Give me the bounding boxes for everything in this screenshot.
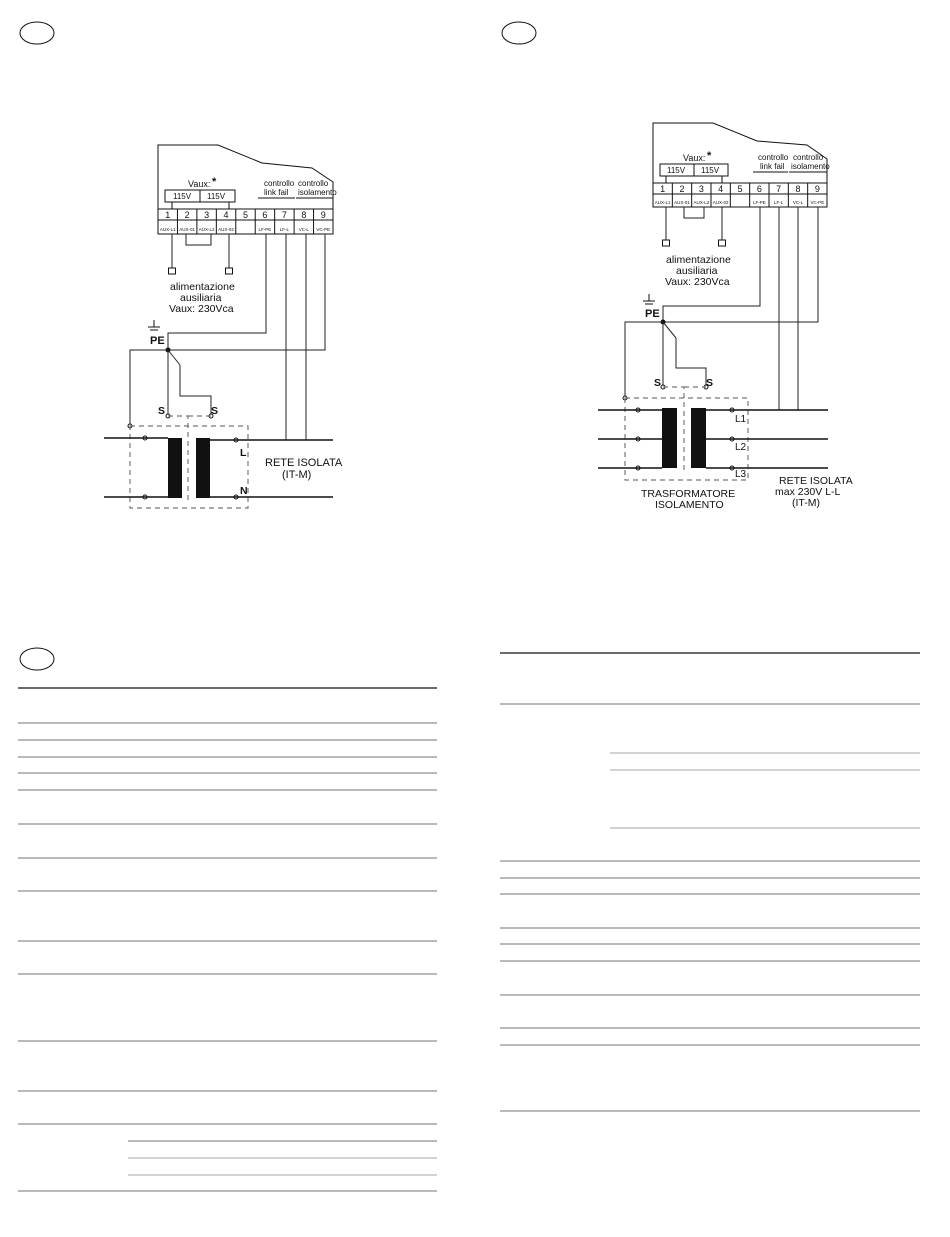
right-ground-icon [643, 294, 655, 304]
left-terminal-code-3: AUX-L2 [198, 227, 215, 232]
left-ctrl-iso-1: controllo [298, 179, 329, 188]
left-terminal-number-6: 6 [262, 210, 268, 220]
right-terminal-number-4: 4 [718, 184, 724, 194]
right-vaux-label: Vaux: [683, 153, 706, 163]
left-vaux-star: * [212, 176, 217, 188]
left-terminal-code-6: LF-PE [258, 227, 272, 232]
right-aux-text-2: ausiliaria [676, 265, 718, 277]
right-ctrl-iso-1: controllo [793, 153, 824, 162]
language-oval-top-right [502, 22, 536, 44]
right-terminal-code-1: AUX-L1 [654, 200, 671, 205]
left-s-label-2: S [211, 405, 219, 417]
right-terminal-number-5: 5 [737, 184, 743, 194]
left-terminal-number-3: 3 [204, 210, 210, 220]
right-trafo-text-2: ISOLAMENTO [655, 499, 724, 511]
right-terminal-code-4: AUX-02 [712, 200, 729, 205]
right-ctrl-link-2: link fail [760, 162, 785, 171]
left-terminal-number-8: 8 [301, 210, 307, 220]
left-aux-plug-2 [226, 268, 233, 274]
left-ground-icon [148, 320, 160, 330]
left-terminal-number-1: 1 [165, 210, 171, 220]
language-oval-bottom-left [20, 648, 54, 670]
left-terminal-code-8: VC-L [298, 227, 309, 232]
right-aux-text-1: alimentazione [666, 254, 731, 266]
left-aux-text-1: alimentazione [170, 281, 235, 293]
right-terminal-code-3: AUX-L2 [693, 200, 710, 205]
right-ctrl-link-1: controllo [758, 153, 789, 162]
left-ctrl-link-1: controllo [264, 179, 295, 188]
left-wiring-diagram [104, 145, 343, 508]
right-rete-text-1: RETE ISOLATA [779, 475, 853, 487]
right-pe-label: PE [645, 308, 660, 320]
left-terminal-code-2: AUX-01 [179, 227, 196, 232]
left-aux-text-2: ausiliaria [180, 292, 222, 304]
right-spec-table [500, 653, 920, 1111]
left-terminal-number-9: 9 [320, 210, 326, 220]
language-oval-top-left [20, 22, 54, 44]
left-terminal-code-1: AUX-L1 [159, 227, 176, 232]
right-vaux-115v-a: 115V [667, 166, 686, 175]
left-terminal-code-4: AUX-02 [218, 227, 234, 232]
left-l-label: L [240, 447, 247, 459]
left-transformer-core-2 [196, 438, 210, 498]
left-spec-table [18, 688, 437, 1191]
right-vaux-115v-b: 115V [701, 166, 720, 175]
left-ctrl-link-2: link fail [264, 188, 289, 197]
left-terminal-number-2: 2 [184, 210, 190, 220]
right-rete-text-3: (IT-M) [792, 497, 820, 509]
right-transformer-core-2 [691, 408, 706, 468]
left-terminal-code-7: LF-L [279, 227, 290, 232]
right-trafo-text-1: TRASFORMATORE [641, 488, 736, 500]
right-terminal-code-2: AUX-01 [674, 200, 690, 205]
left-n-label: N [240, 485, 248, 497]
right-terminal-code-6: LF-PE [752, 200, 766, 205]
left-aux-text-3: Vaux: 230Vca [169, 303, 234, 315]
left-s-label-1: S [158, 405, 166, 417]
left-vaux-label: Vaux: [188, 179, 211, 189]
left-terminal-number-5: 5 [242, 210, 249, 220]
right-s-label-2: S [706, 377, 714, 389]
right-aux-plug-1 [663, 240, 670, 246]
left-pe-label: PE [150, 335, 165, 347]
right-terminal-number-2: 2 [679, 184, 685, 194]
left-aux-plug-1 [169, 268, 176, 274]
right-terminal-number-7: 7 [776, 184, 782, 194]
right-terminal-number-1: 1 [660, 184, 666, 194]
right-l1-label: L1 [735, 414, 747, 425]
left-ctrl-iso-2: isolamento [298, 188, 337, 197]
left-rete-text-2: (IT-M) [282, 469, 312, 481]
right-aux-text-3: Vaux: 230Vca [665, 276, 730, 288]
right-rete-text-2: max 230V L-L [775, 486, 841, 498]
right-aux-plug-2 [719, 240, 726, 246]
left-vaux-115v-b: 115V [207, 192, 226, 201]
right-terminal-number-8: 8 [795, 184, 801, 194]
right-s-label-1: S [654, 377, 662, 389]
left-terminal-code-9: VC-PE [316, 227, 331, 232]
right-terminal-number-6: 6 [756, 184, 762, 194]
left-terminal-number-7: 7 [281, 210, 287, 220]
right-l3-label: L3 [735, 469, 747, 480]
right-ctrl-iso-2: isolamento [791, 162, 830, 171]
right-terminal-code-7: LF-L [774, 200, 784, 205]
left-rete-text-1: RETE ISOLATA [265, 457, 343, 469]
left-terminal-number-4: 4 [223, 210, 229, 220]
right-terminal-number-9: 9 [814, 184, 820, 194]
left-transformer-core-1 [168, 438, 182, 498]
right-wiring-diagram [598, 123, 853, 511]
right-vaux-star: * [707, 150, 712, 162]
right-terminal-number-3: 3 [698, 184, 704, 194]
left-vaux-115v-a: 115V [173, 192, 192, 201]
right-l2-label: L2 [735, 442, 747, 453]
right-terminal-code-8: VC-L [792, 200, 804, 205]
right-transformer-core-1 [662, 408, 677, 468]
right-terminal-code-9: VC-PE [810, 200, 825, 205]
